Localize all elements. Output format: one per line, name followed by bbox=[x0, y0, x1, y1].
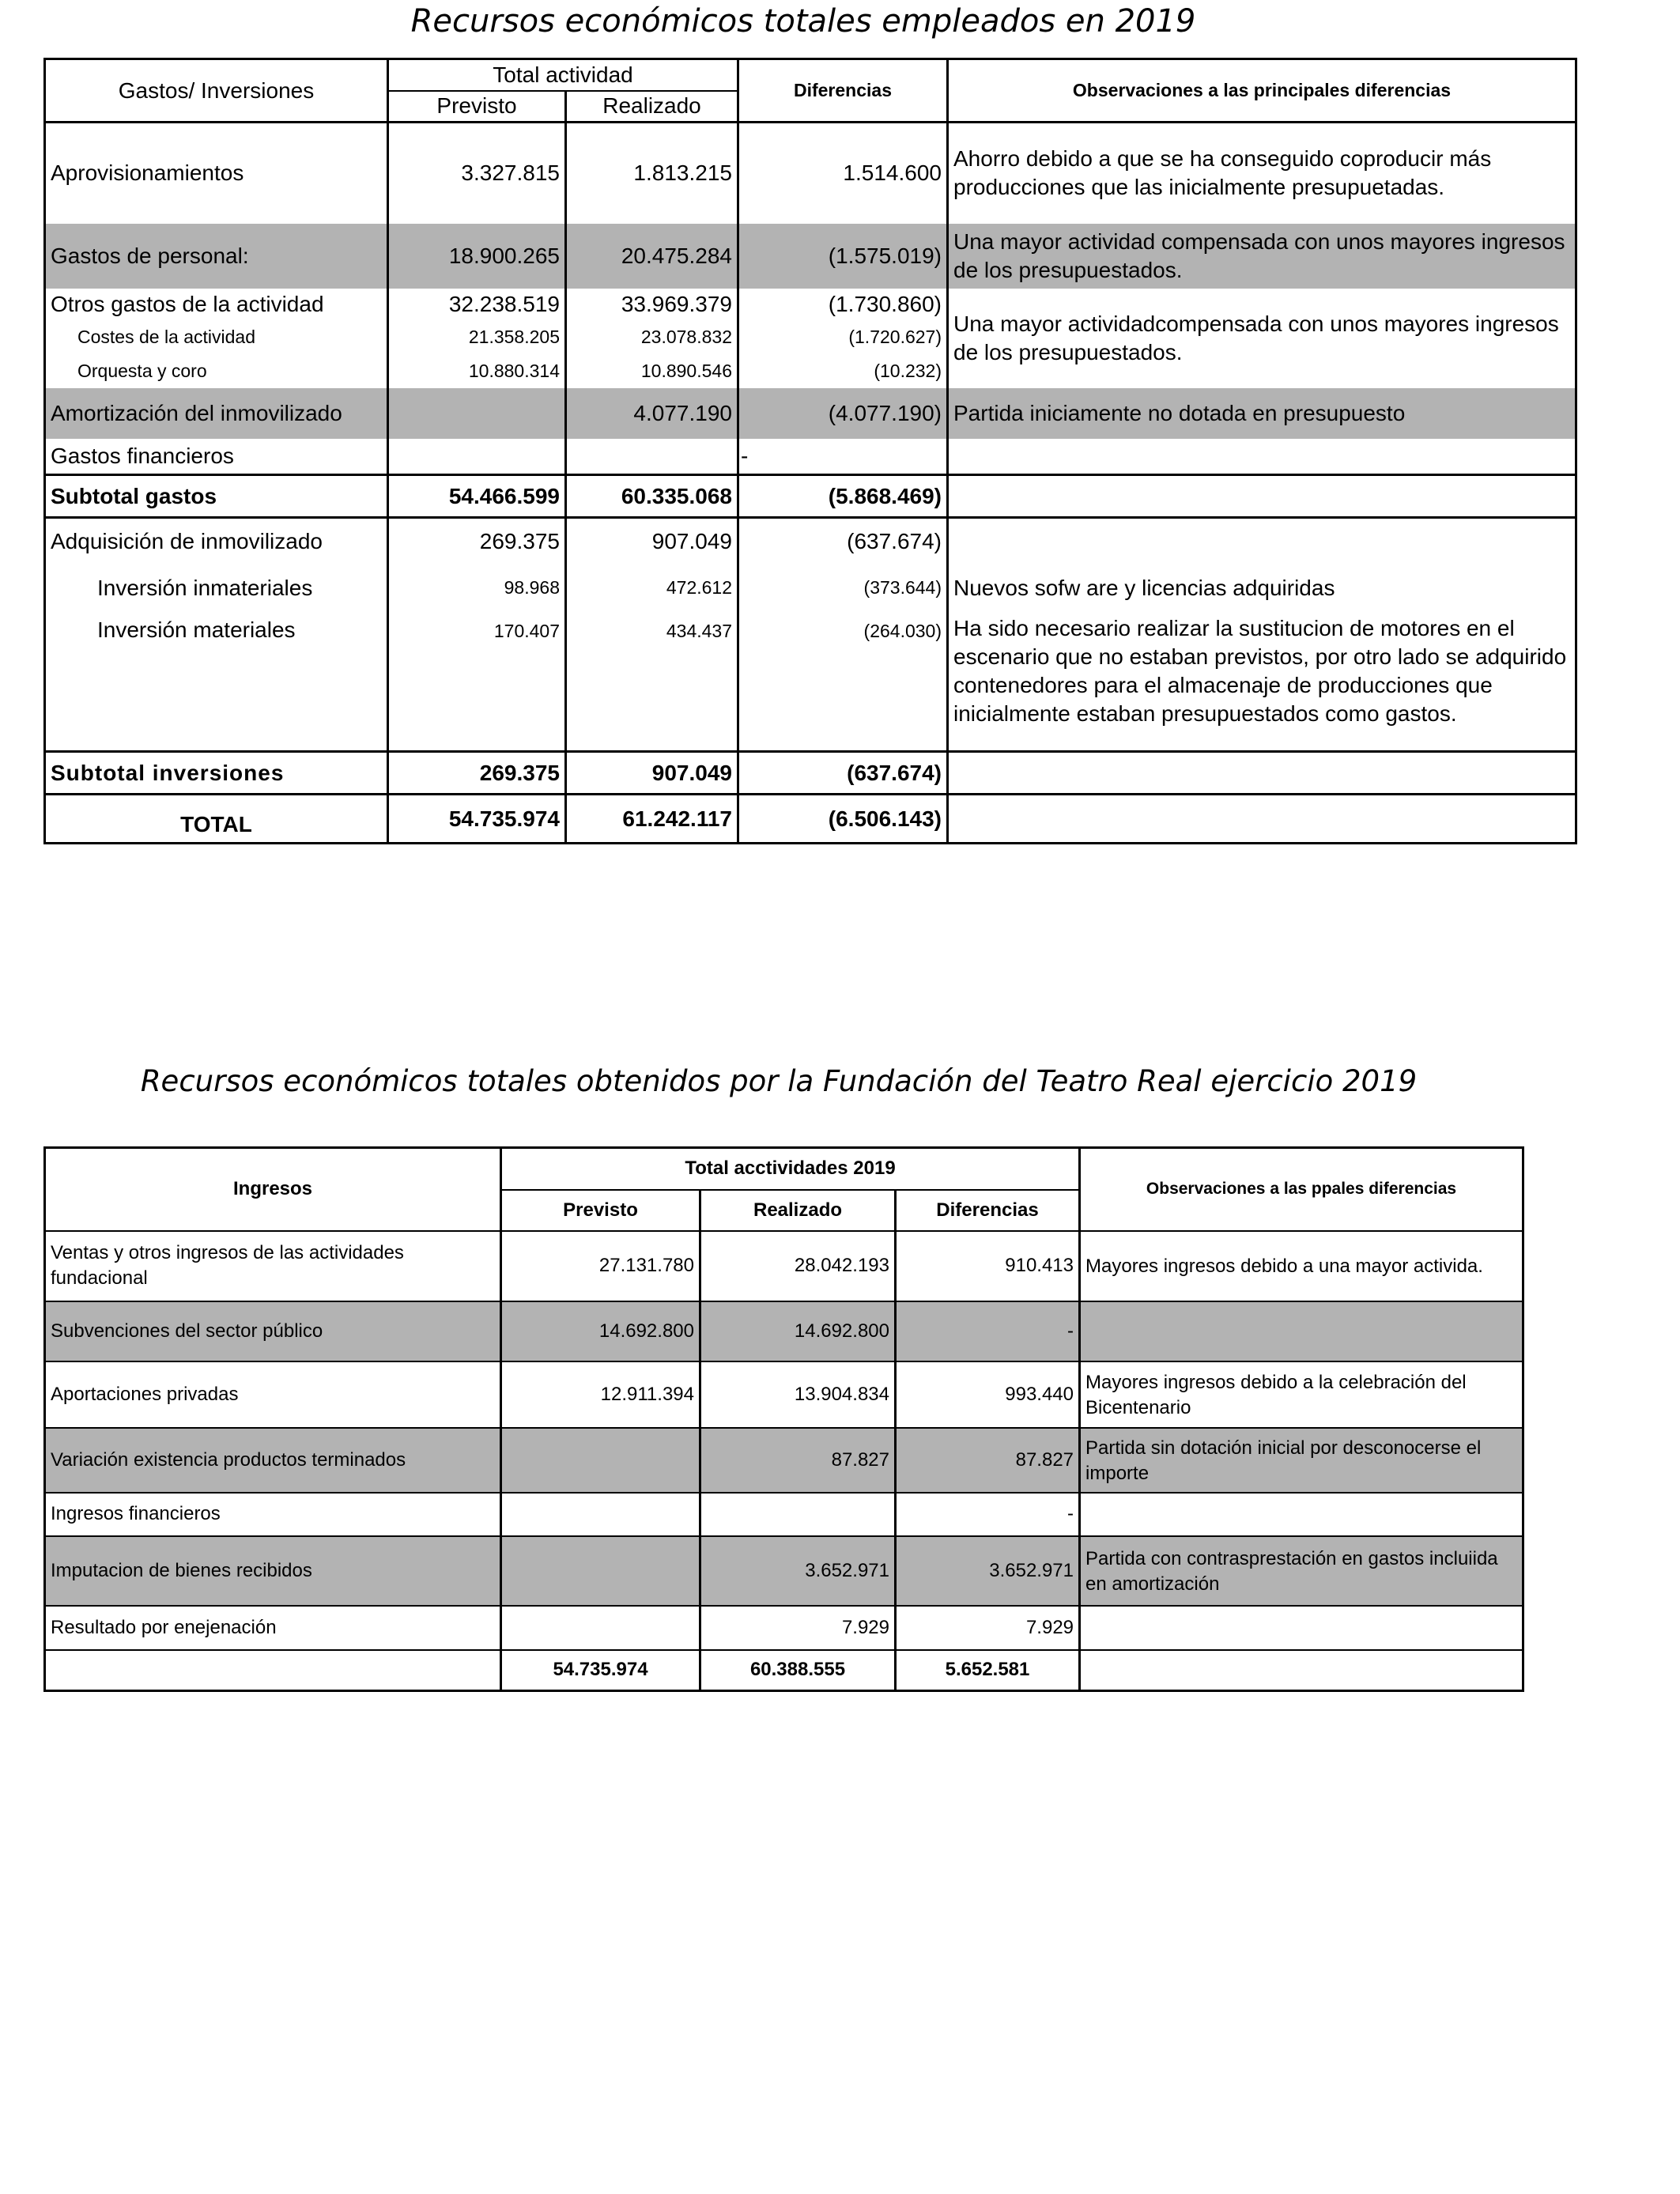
cell-planned: 18.900.265 bbox=[388, 224, 566, 289]
cell-planned: 54.466.599 bbox=[388, 475, 566, 518]
cell-note bbox=[1080, 1606, 1523, 1650]
cell-actual: 434.437 bbox=[566, 611, 738, 752]
cell-planned: 170.407 bbox=[388, 611, 566, 752]
row-label: Orquesta y coro bbox=[77, 361, 207, 381]
header-diff: Diferencias bbox=[738, 59, 948, 123]
row-label: Gastos financieros bbox=[51, 443, 234, 468]
cell-note bbox=[948, 439, 1576, 475]
cell-actual bbox=[566, 439, 738, 475]
cell-diff: (637.674) bbox=[738, 518, 948, 565]
header-group: Total actividad bbox=[388, 59, 738, 91]
cell-actual: 3.652.971 bbox=[700, 1536, 896, 1606]
cell-actual bbox=[700, 1493, 896, 1536]
cell-diff: (637.674) bbox=[738, 752, 948, 795]
row-label: Subtotal gastos bbox=[45, 475, 388, 518]
cell-planned: 21.358.205 bbox=[388, 320, 566, 355]
cell-diff: (10.232) bbox=[738, 355, 948, 388]
cell-actual: 20.475.284 bbox=[566, 224, 738, 289]
expenses-table bbox=[43, 58, 1577, 844]
cell-planned bbox=[501, 1536, 700, 1606]
cell-planned bbox=[501, 1428, 700, 1493]
cell-planned: 12.911.394 bbox=[501, 1361, 700, 1428]
table-row bbox=[45, 439, 1576, 475]
table-row bbox=[45, 123, 1576, 224]
cell-planned bbox=[388, 388, 566, 439]
cell-actual: 61.242.117 bbox=[566, 795, 738, 844]
row-label: Gastos de personal: bbox=[45, 224, 388, 289]
cell-note bbox=[1080, 1650, 1523, 1691]
cell-planned: 10.880.314 bbox=[388, 355, 566, 388]
cell-planned bbox=[388, 439, 566, 475]
row-label: Inversión materiales bbox=[97, 617, 296, 642]
cell-note: Ahorro debido a que se ha conseguido coproducir más producciones que las inicialmente presupuetadas. bbox=[948, 123, 1576, 224]
table-row bbox=[45, 1536, 1523, 1606]
cell-diff: 87.827 bbox=[896, 1428, 1080, 1493]
cell-planned: 3.327.815 bbox=[388, 123, 566, 224]
row-label: Subvenciones del sector público bbox=[45, 1301, 501, 1361]
cell-diff: (1.575.019) bbox=[738, 224, 948, 289]
cell-actual: 60.388.555 bbox=[700, 1650, 896, 1691]
cell-planned: 98.968 bbox=[388, 565, 566, 611]
table-row bbox=[45, 611, 1576, 752]
cell-note: Una mayor actividadcompensada con unos mayores ingresos de los presupuestados. bbox=[948, 289, 1576, 388]
cell-note bbox=[1080, 1493, 1523, 1536]
cell-planned: 269.375 bbox=[388, 518, 566, 565]
cell-actual: 87.827 bbox=[700, 1428, 896, 1493]
table-row bbox=[45, 565, 1576, 611]
header-actual: Realizado bbox=[700, 1190, 896, 1231]
row-label: Costes de la actividad bbox=[77, 327, 256, 347]
cell-note: Partida sin dotación inicial por desconocerse el importe bbox=[1080, 1428, 1523, 1493]
cell-diff: (4.077.190) bbox=[738, 388, 948, 439]
cell-actual: 907.049 bbox=[566, 752, 738, 795]
income-title: Recursos económicos totales obtenidos por la Fundación del Teatro Real ejercicio 2019 bbox=[140, 1064, 1418, 1098]
table-row bbox=[45, 1493, 1523, 1536]
cell-note bbox=[948, 475, 1576, 518]
row-label: TOTAL bbox=[45, 795, 388, 844]
header-planned: Previsto bbox=[388, 91, 566, 123]
row-label: Imputacion de bienes recibidos bbox=[45, 1536, 501, 1606]
table-row bbox=[45, 518, 1576, 565]
header-planned: Previsto bbox=[501, 1190, 700, 1231]
cell-planned: 27.131.780 bbox=[501, 1231, 700, 1301]
cell-note bbox=[948, 752, 1576, 795]
cell-note bbox=[948, 518, 1576, 565]
table-row bbox=[45, 388, 1576, 439]
table-row bbox=[45, 795, 1576, 844]
cell-planned: 54.735.974 bbox=[388, 795, 566, 844]
cell-diff: 993.440 bbox=[896, 1361, 1080, 1428]
cell-actual: 14.692.800 bbox=[700, 1301, 896, 1361]
cell-actual: 33.969.379 bbox=[566, 289, 738, 320]
cell-diff: 910.413 bbox=[896, 1231, 1080, 1301]
cell-note: Mayores ingresos debido a la celebración del Bicentenario bbox=[1080, 1361, 1523, 1428]
cell-note: Una mayor actividad compensada con unos mayores ingresos de los presupuestados. bbox=[948, 224, 1576, 289]
row-label: Ventas y otros ingresos de las actividades fundacional bbox=[45, 1231, 501, 1301]
row-label: Ingresos financieros bbox=[45, 1493, 501, 1536]
row-label: Amortización del inmovilizado bbox=[45, 388, 388, 439]
table-row bbox=[45, 1231, 1523, 1301]
cell-note bbox=[1080, 1301, 1523, 1361]
cell-actual: 28.042.193 bbox=[700, 1231, 896, 1301]
header-notes: Observaciones a las ppales diferencias bbox=[1080, 1148, 1523, 1231]
cell-diff: 5.652.581 bbox=[896, 1650, 1080, 1691]
cell-diff: (373.644) bbox=[738, 565, 948, 611]
cell-actual: 60.335.068 bbox=[566, 475, 738, 518]
income-header-row bbox=[45, 1148, 1523, 1190]
row-label: Adquisición de inmovilizado bbox=[45, 518, 388, 565]
table-row bbox=[45, 1361, 1523, 1428]
income-table bbox=[43, 1146, 1524, 1692]
cell-actual: 7.929 bbox=[700, 1606, 896, 1650]
cell-actual: 23.078.832 bbox=[566, 320, 738, 355]
table-row bbox=[45, 289, 1576, 320]
row-label bbox=[45, 1650, 501, 1691]
cell-diff: 1.514.600 bbox=[738, 123, 948, 224]
cell-planned: 54.735.974 bbox=[501, 1650, 700, 1691]
table-row-total bbox=[45, 1650, 1523, 1691]
table-row bbox=[45, 1301, 1523, 1361]
cell-diff: (5.868.469) bbox=[738, 475, 948, 518]
header-notes: Observaciones a las principales diferencias bbox=[948, 59, 1576, 123]
cell-actual: 4.077.190 bbox=[566, 388, 738, 439]
header-concept: Ingresos bbox=[232, 1178, 313, 1200]
row-label: Otros gastos de la actividad bbox=[51, 291, 324, 316]
table-row bbox=[45, 1606, 1523, 1650]
cell-note: Mayores ingresos debido a una mayor activida. bbox=[1080, 1231, 1523, 1301]
row-label: Subtotal inversiones bbox=[45, 752, 388, 795]
cell-actual: 13.904.834 bbox=[700, 1361, 896, 1428]
row-label: Aprovisionamientos bbox=[51, 160, 244, 186]
row-label: Aportaciones privadas bbox=[45, 1361, 501, 1428]
row-label: Resultado por enejenación bbox=[45, 1606, 501, 1650]
cell-diff: - bbox=[896, 1301, 1080, 1361]
table-row bbox=[45, 224, 1576, 289]
cell-planned: 14.692.800 bbox=[501, 1301, 700, 1361]
cell-diff: - bbox=[896, 1493, 1080, 1536]
row-label: Inversión inmateriales bbox=[97, 575, 313, 600]
cell-diff: 3.652.971 bbox=[896, 1536, 1080, 1606]
cell-planned bbox=[501, 1606, 700, 1650]
cell-note bbox=[948, 795, 1576, 844]
header-group: Total acctividades 2019 bbox=[501, 1148, 1080, 1190]
cell-diff: (264.030) bbox=[738, 611, 948, 752]
table-row bbox=[45, 1428, 1523, 1493]
table-row bbox=[45, 752, 1576, 795]
header-diff: Diferencias bbox=[896, 1190, 1080, 1231]
table-row bbox=[45, 475, 1576, 518]
cell-diff: - bbox=[738, 439, 948, 475]
cell-planned: 32.238.519 bbox=[388, 289, 566, 320]
cell-note: Ha sido necesario realizar la sustitucion de motores en el escenario que no estaban previstos, por otro lado se adquirido contenedores para el almacenaje de producciones que inicialmente estaban presupuestados como gastos. bbox=[948, 611, 1576, 752]
cell-diff: (1.720.627) bbox=[738, 320, 948, 355]
expenses-title: Recursos económicos totales empleados en 2019 bbox=[410, 3, 1196, 40]
cell-actual: 472.612 bbox=[566, 565, 738, 611]
cell-note: Partida con contrasprestación en gastos incluiida en amortización bbox=[1080, 1536, 1523, 1606]
header-actual: Realizado bbox=[566, 91, 738, 123]
cell-actual: 1.813.215 bbox=[566, 123, 738, 224]
cell-actual: 907.049 bbox=[566, 518, 738, 565]
cell-note: Nuevos sofw are y licencias adquiridas bbox=[948, 565, 1576, 611]
cell-diff: (6.506.143) bbox=[738, 795, 948, 844]
cell-planned: 269.375 bbox=[388, 752, 566, 795]
cell-note: Partida iniciamente no dotada en presupuesto bbox=[948, 388, 1576, 439]
expenses-header-row bbox=[45, 59, 1576, 91]
cell-actual: 10.890.546 bbox=[566, 355, 738, 388]
header-concept: Gastos/ Inversiones bbox=[45, 59, 388, 123]
cell-planned bbox=[501, 1493, 700, 1536]
cell-diff: 7.929 bbox=[896, 1606, 1080, 1650]
row-label: Variación existencia productos terminados bbox=[45, 1428, 501, 1493]
cell-diff: (1.730.860) bbox=[738, 289, 948, 320]
